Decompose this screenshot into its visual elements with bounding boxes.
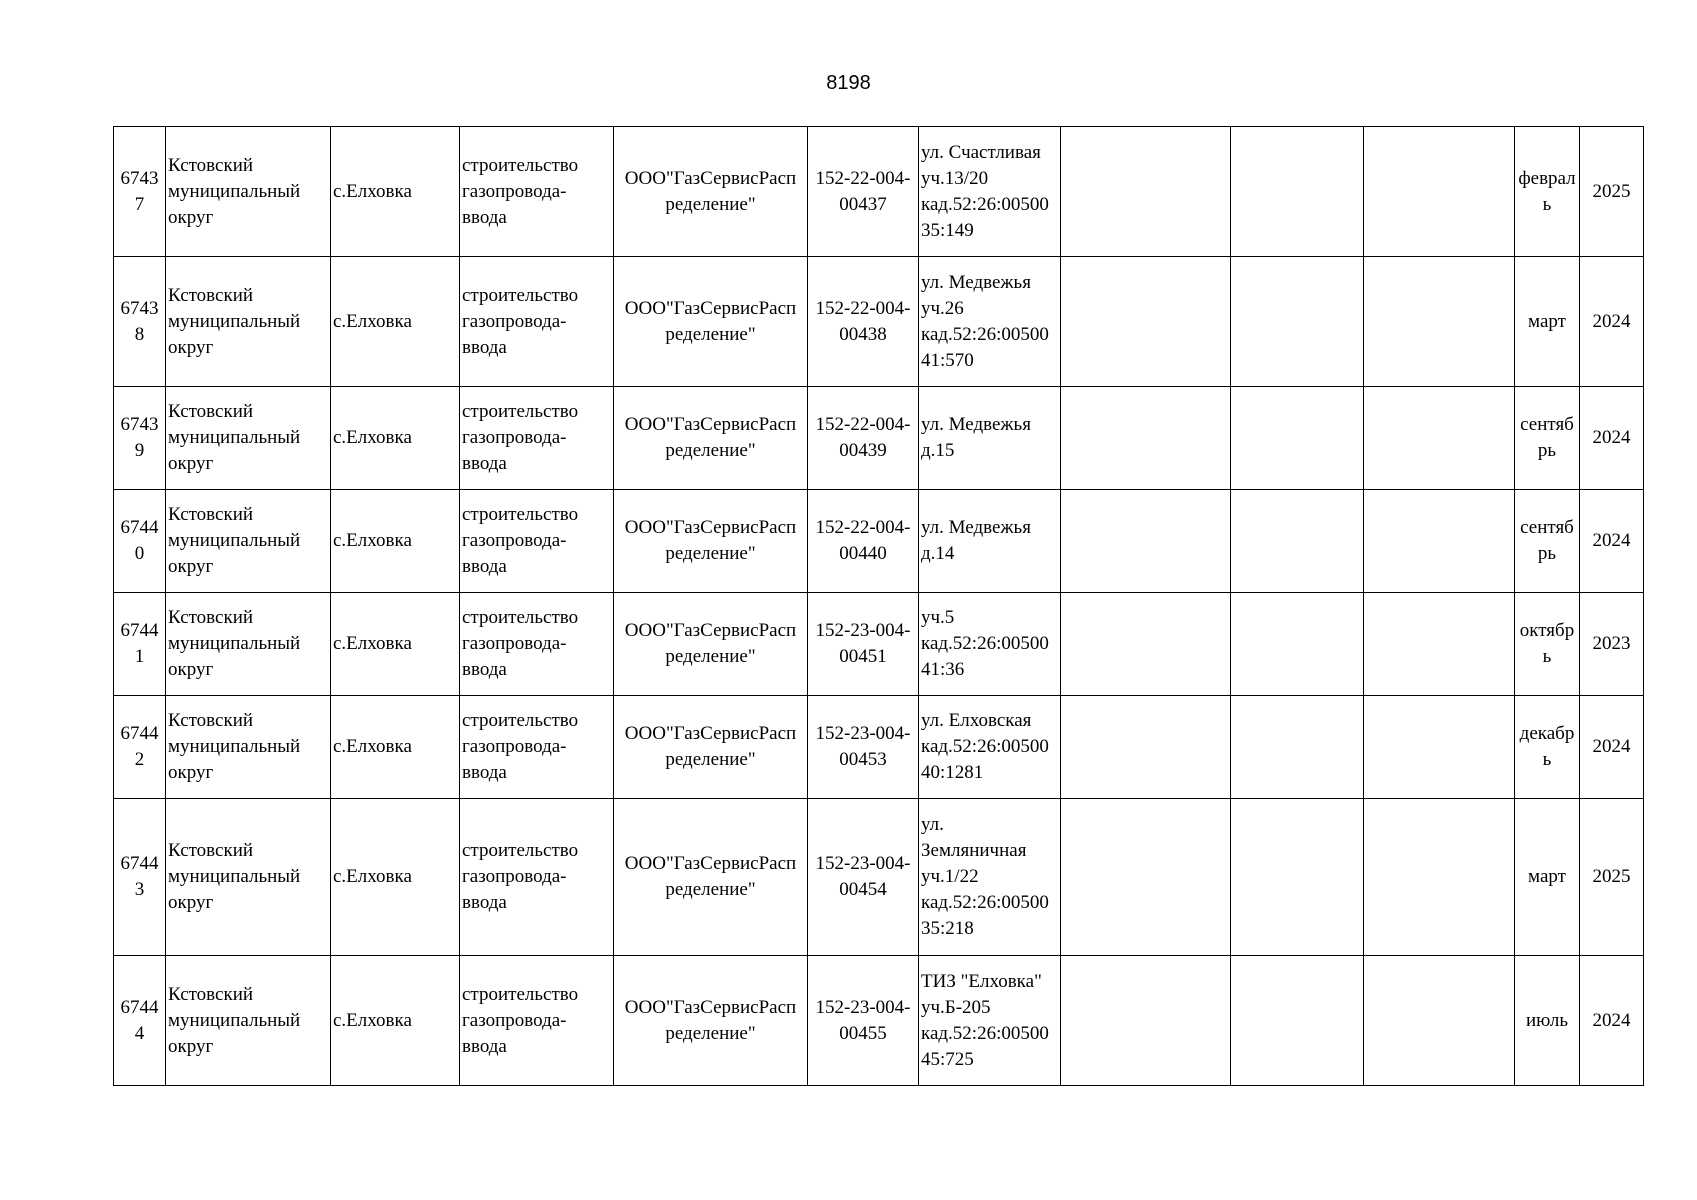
district-cell [166,257,331,387]
address-cell-line: кад.52:26:00500 [921,633,1049,654]
month-cell-line: март [1528,310,1566,332]
code-cell-line: 00455 [839,1022,887,1044]
work-type-cell-line: строительство [462,401,579,422]
row-number-cell-line: 2 [134,749,145,770]
organization-cell-line: ределение" [665,440,756,461]
organization-cell [614,257,808,387]
work-type-cell-line: строительство [462,840,579,861]
code-cell [808,490,919,593]
empty-cell [1061,257,1231,387]
work-type-cell-line: ввода [462,762,507,783]
year-cell: 2023 [1580,593,1644,696]
district-cell [166,387,331,490]
table-row [114,799,1644,956]
district-cell-line: муниципальный [168,1009,301,1031]
organization-cell-line: ределение" [665,749,756,770]
district-cell [166,956,331,1086]
row-number-cell-line: 6744 [120,620,159,641]
code-cell-line: 152-23-004- [815,723,911,744]
month-cell-line: сентяб [1520,517,1574,538]
address-cell [919,387,1061,490]
code-cell-line: 00437 [839,193,887,215]
work-type-cell-line: строительство [462,504,579,525]
row-number-cell [114,956,166,1086]
registry-table [113,126,1644,1086]
row-number-cell-line: 6743 [120,414,159,435]
code-cell-line: 00439 [839,440,887,461]
empty-cell [1364,956,1515,1086]
month-cell [1515,387,1580,490]
district-cell-line: Кстовский [168,154,254,176]
table-row [114,490,1644,593]
organization-cell-line: ООО"ГазСервисРасп [624,723,797,744]
work-type-cell-line: ввода [462,1035,507,1057]
month-cell [1515,593,1580,696]
district-cell-line: муниципальный [168,180,301,202]
month-cell [1515,490,1580,593]
work-type-cell-line: ввода [462,453,507,474]
year-cell: 2024 [1580,696,1644,799]
work-type-cell-line: газопровода- [462,866,567,887]
code-cell-line: 00454 [839,879,887,900]
table-row [114,696,1644,799]
empty-cell [1231,799,1364,956]
district-cell [166,127,331,257]
district-cell-line: муниципальный [168,736,301,757]
code-cell-line: 152-22-004- [815,167,911,189]
code-cell [808,696,919,799]
table-row [114,257,1644,387]
organization-cell-line: ределение" [665,323,756,345]
row-number-cell-line: 6744 [120,996,159,1018]
empty-cell [1061,127,1231,257]
place-cell: с.Елховка [331,696,460,799]
district-cell-line: округ [168,556,214,577]
month-cell-line: ь [1542,193,1552,215]
district-cell-line: округ [168,1035,214,1057]
district-cell-line: Кстовский [168,710,254,731]
empty-cell [1061,387,1231,490]
address-cell-line: ул. Елховская [921,710,1032,731]
month-cell [1515,696,1580,799]
address-cell-line: кад.52:26:00500 [921,1022,1049,1044]
place-cell: с.Елховка [331,387,460,490]
address-cell [919,127,1061,257]
work-type-cell-line: газопровода- [462,736,567,757]
organization-cell-line: ООО"ГазСервисРасп [624,517,797,538]
address-cell-line: ул. [921,814,944,835]
district-cell [166,490,331,593]
organization-cell [614,956,808,1086]
code-cell [808,387,919,490]
year-cell: 2025 [1580,799,1644,956]
address-cell-line: уч.13/20 [921,167,989,189]
organization-cell-line: ООО"ГазСервисРасп [624,996,797,1018]
row-number-cell-line: 0 [134,543,145,564]
month-cell-line: феврал [1518,167,1576,189]
address-cell-line: 35:149 [921,219,974,241]
code-cell [808,799,919,956]
code-cell-line: 152-22-004- [815,517,911,538]
district-cell-line: округ [168,336,214,358]
place-cell: с.Елховка [331,127,460,257]
row-number-cell-line: 7 [134,193,145,215]
row-number-cell-line: 8 [134,323,145,345]
organization-cell-line: ределение" [665,879,756,900]
empty-cell [1231,696,1364,799]
organization-cell-line: ределение" [665,646,756,667]
month-cell-line: март [1528,866,1566,887]
address-cell-line: ул. Счастливая [921,141,1041,163]
district-cell-line: муниципальный [168,530,301,551]
year-cell: 2024 [1580,490,1644,593]
organization-cell-line: ООО"ГазСервисРасп [624,620,797,641]
table-row [114,127,1644,257]
address-cell-line: ТИЗ "Елховка" [921,970,1042,992]
row-number-cell [114,257,166,387]
district-cell-line: Кстовский [168,607,254,628]
empty-cell [1364,696,1515,799]
empty-cell [1061,593,1231,696]
row-number-cell-line: 6744 [120,723,159,744]
empty-cell [1061,799,1231,956]
year-cell: 2024 [1580,257,1644,387]
empty-cell [1231,956,1364,1086]
code-cell [808,593,919,696]
row-number-cell-line: 6743 [120,297,159,319]
row-number-cell [114,490,166,593]
address-cell [919,799,1061,956]
month-cell-line: рь [1537,543,1557,564]
work-type-cell [460,127,614,257]
code-cell-line: 152-23-004- [815,620,911,641]
place-cell: с.Елховка [331,593,460,696]
address-cell [919,956,1061,1086]
district-cell-line: муниципальный [168,310,301,332]
empty-cell [1364,257,1515,387]
address-cell-line: 40:1281 [921,762,984,783]
organization-cell-line: ООО"ГазСервисРасп [624,414,797,435]
empty-cell [1061,490,1231,593]
code-cell [808,956,919,1086]
code-cell-line: 152-23-004- [815,853,911,874]
empty-cell [1364,490,1515,593]
work-type-cell-line: газопровода- [462,530,567,551]
district-cell-line: округ [168,892,214,913]
work-type-cell-line: ввода [462,659,507,680]
address-cell [919,257,1061,387]
code-cell [808,127,919,257]
row-number-cell-line: 3 [134,879,145,900]
work-type-cell-line: газопровода- [462,310,567,332]
month-cell-line: июль [1525,1009,1569,1031]
address-cell-line: кад.52:26:00500 [921,736,1049,757]
organization-cell [614,490,808,593]
empty-cell [1364,593,1515,696]
district-cell-line: Кстовский [168,401,254,422]
work-type-cell-line: строительство [462,154,579,176]
year-cell: 2025 [1580,127,1644,257]
month-cell-line: ь [1542,749,1552,770]
row-number-cell [114,799,166,956]
address-cell-line: ул. Медвежья [921,517,1031,538]
district-cell [166,593,331,696]
row-number-cell-line: 4 [134,1022,145,1044]
district-cell-line: округ [168,206,214,228]
organization-cell [614,696,808,799]
month-cell-line: октябр [1519,620,1575,641]
district-cell-line: Кстовский [168,284,254,306]
address-cell [919,696,1061,799]
empty-cell [1061,956,1231,1086]
organization-cell-line: ООО"ГазСервисРасп [624,167,797,189]
month-cell [1515,799,1580,956]
empty-cell [1364,799,1515,956]
empty-cell [1231,387,1364,490]
empty-cell [1061,696,1231,799]
row-number-cell-line: 6744 [120,517,159,538]
work-type-cell-line: газопровода- [462,180,567,202]
organization-cell [614,127,808,257]
organization-cell [614,593,808,696]
month-cell-line: ь [1542,646,1552,667]
district-cell-line: муниципальный [168,866,301,887]
row-number-cell [114,127,166,257]
month-cell [1515,127,1580,257]
district-cell-line: округ [168,762,214,783]
row-number-cell [114,387,166,490]
address-cell-line: уч.26 [921,297,964,319]
work-type-cell-line: ввода [462,336,507,358]
address-cell-line: д.15 [921,440,955,461]
district-cell-line: Кстовский [168,983,254,1005]
month-cell-line: декабр [1519,723,1575,744]
address-cell-line: уч.Б-205 [921,996,991,1018]
row-number-cell-line: 1 [134,646,145,667]
work-type-cell-line: ввода [462,206,507,228]
work-type-cell [460,696,614,799]
row-number-cell-line: 9 [134,440,145,461]
table-row [114,956,1644,1086]
district-cell-line: муниципальный [168,427,301,448]
address-cell-line: кад.52:26:00500 [921,892,1049,913]
work-type-cell-line: строительство [462,983,579,1005]
organization-cell-line: ределение" [665,193,756,215]
organization-cell-line: ООО"ГазСервисРасп [624,297,797,319]
code-cell-line: 00451 [839,646,887,667]
code-cell-line: 152-22-004- [815,297,911,319]
address-cell-line: уч.5 [921,607,955,628]
district-cell-line: Кстовский [168,840,254,861]
work-type-cell [460,490,614,593]
address-cell [919,593,1061,696]
address-cell-line: 41:570 [921,349,974,371]
empty-cell [1231,490,1364,593]
work-type-cell [460,387,614,490]
district-cell [166,696,331,799]
work-type-cell-line: газопровода- [462,633,567,654]
place-cell: с.Елховка [331,257,460,387]
address-cell-line: ул. Медвежья [921,414,1031,435]
district-cell [166,799,331,956]
work-type-cell [460,257,614,387]
row-number-cell-line: 6744 [120,853,159,874]
month-cell-line: сентяб [1520,414,1574,435]
code-cell-line: 152-23-004- [815,996,911,1018]
work-type-cell-line: ввода [462,892,507,913]
table-row [114,387,1644,490]
year-cell: 2024 [1580,387,1644,490]
work-type-cell-line: строительство [462,710,579,731]
organization-cell-line: ределение" [665,1022,756,1044]
empty-cell [1231,127,1364,257]
row-number-cell [114,593,166,696]
code-cell-line: 00453 [839,749,887,770]
code-cell-line: 00438 [839,323,887,345]
month-cell-line: рь [1537,440,1557,461]
work-type-cell [460,799,614,956]
row-number-cell-line: 6743 [120,167,159,189]
address-cell-line: Земляничная [921,840,1027,861]
address-cell-line: 41:36 [921,659,965,680]
address-cell-line: кад.52:26:00500 [921,323,1049,345]
place-cell: с.Елховка [331,956,460,1086]
code-cell [808,257,919,387]
address-cell-line: уч.1/22 [921,866,979,887]
place-cell: с.Елховка [331,799,460,956]
page-number: 8198 [826,72,871,94]
district-cell-line: округ [168,453,214,474]
work-type-cell [460,956,614,1086]
empty-cell [1364,127,1515,257]
organization-cell [614,387,808,490]
address-cell-line: 45:725 [921,1048,974,1070]
work-type-cell-line: ввода [462,556,507,577]
address-cell-line: ул. Медвежья [921,271,1031,293]
table-row [114,593,1644,696]
work-type-cell-line: строительство [462,284,579,306]
organization-cell-line: ООО"ГазСервисРасп [624,853,797,874]
row-number-cell [114,696,166,799]
work-type-cell-line: газопровода- [462,427,567,448]
empty-cell [1231,257,1364,387]
month-cell [1515,956,1580,1086]
district-cell-line: округ [168,659,214,680]
district-cell-line: муниципальный [168,633,301,654]
work-type-cell-line: газопровода- [462,1009,567,1031]
organization-cell [614,799,808,956]
month-cell [1515,257,1580,387]
code-cell-line: 00440 [839,543,887,564]
district-cell-line: Кстовский [168,504,254,525]
address-cell-line: кад.52:26:00500 [921,193,1049,215]
address-cell-line: 35:218 [921,918,974,939]
empty-cell [1231,593,1364,696]
address-cell [919,490,1061,593]
address-cell-line: д.14 [921,543,955,564]
organization-cell-line: ределение" [665,543,756,564]
empty-cell [1364,387,1515,490]
work-type-cell [460,593,614,696]
work-type-cell-line: строительство [462,607,579,628]
code-cell-line: 152-22-004- [815,414,911,435]
year-cell: 2024 [1580,956,1644,1086]
place-cell: с.Елховка [331,490,460,593]
